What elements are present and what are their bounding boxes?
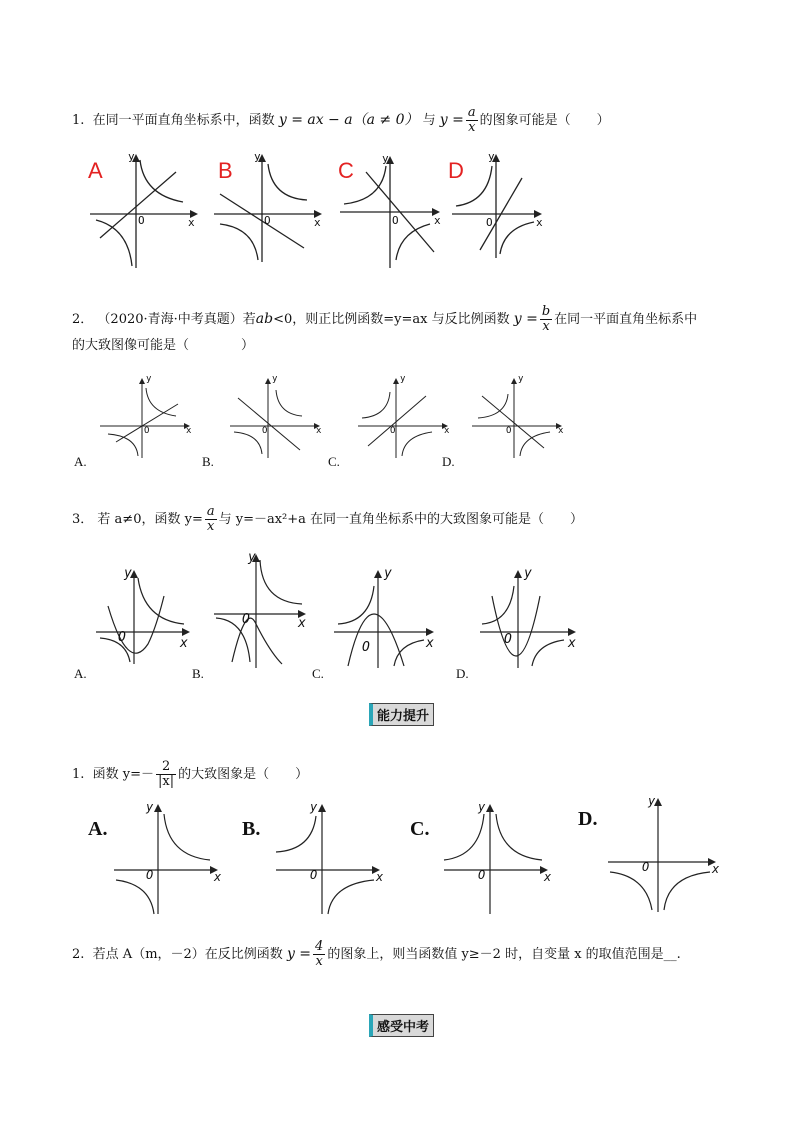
- q1-text-mid: 与: [422, 113, 436, 128]
- q2-option-b-label: B.: [202, 454, 214, 469]
- q3-text-before: 若 a≠0，函数 y=: [97, 512, 203, 527]
- q3-graph-b: [212, 552, 310, 670]
- q3-graph-d-svg: [478, 566, 582, 670]
- p1-option-c-label: C.: [410, 818, 430, 840]
- origin-label: O: [310, 868, 318, 882]
- q1-graph-a: [88, 150, 203, 270]
- q1-text-after: 的图象可能是（ ）: [479, 113, 610, 128]
- axis-x-label: x: [444, 426, 450, 436]
- q3-graph-c: [332, 566, 442, 670]
- q3-graph-c-svg: [332, 566, 442, 670]
- origin-label: O: [138, 214, 145, 227]
- q2-line2: 的大致图像可能是（ ）: [72, 338, 255, 353]
- axis-y-label: y: [400, 374, 406, 384]
- q1-text: [72, 106, 610, 135]
- q2-option-a-label: A.: [74, 454, 87, 469]
- p1-text-after: 的大致图象是（ ）: [178, 767, 309, 782]
- q3-text: [72, 505, 583, 534]
- q2-graph-a-svg: [98, 374, 194, 460]
- q2-option-c-label: C.: [328, 454, 340, 469]
- axis-x-label: x: [536, 216, 543, 229]
- p1-graph-d-svg: [606, 794, 722, 914]
- p1-graph-b-svg: [274, 800, 386, 916]
- q3-option-a-label: A.: [74, 666, 87, 681]
- axis-x-label: x: [186, 426, 192, 436]
- axis-y-label: y: [488, 150, 495, 163]
- axis-y-label: y: [146, 800, 154, 814]
- p1-text-before: 函数 y=－: [92, 767, 155, 782]
- axis-x-label: x: [544, 870, 552, 884]
- q1-func2: y =: [439, 112, 464, 128]
- p1-graph-a-svg: [112, 800, 224, 916]
- q2-graph-a: [98, 374, 194, 460]
- p1-option-b-label: B.: [242, 818, 261, 840]
- origin-label: O: [390, 426, 396, 436]
- p2-func: y =: [286, 946, 312, 962]
- p1-fraction: $\frac{2}{|x|}$: [158, 759, 175, 789]
- q3-fraction: $\frac{a}{x}$: [206, 504, 215, 534]
- q1-graph-b-svg: [212, 150, 327, 270]
- q3-option-c-label: C.: [312, 666, 324, 681]
- q1-text-before: 在同一平面直角坐标系中，函数: [92, 113, 275, 128]
- axis-x-label: x: [214, 870, 222, 884]
- axis-x-label: x: [376, 870, 384, 884]
- p1-text: [72, 760, 308, 789]
- q1-graph-b: [212, 150, 327, 270]
- q2-option-d-label: D.: [442, 454, 455, 469]
- q3-text-after: 与 y=－ax²+a 在同一直角坐标系中的大致图象可能是（ ）: [218, 512, 584, 527]
- origin-label: O: [362, 640, 370, 655]
- p1-graph-c-svg: [442, 800, 554, 916]
- axis-y-label: y: [272, 374, 278, 384]
- origin-label: O: [118, 630, 126, 645]
- q2-func: y =: [513, 311, 538, 327]
- p1-graph-c: [442, 800, 554, 916]
- q3-option-d-label: D.: [456, 666, 469, 681]
- p2-text-before: 若点 A（m，－2）在反比例函数: [92, 947, 283, 962]
- axis-x-label: x: [180, 636, 188, 651]
- q2-condition: ab: [255, 311, 274, 327]
- axis-y-label: y: [478, 800, 486, 814]
- origin-label: O: [144, 426, 150, 436]
- q2-condition-rest: <0，则正比例函数=y=ax 与反比例函数: [273, 312, 510, 327]
- axis-x-label: x: [434, 214, 441, 227]
- p1-option-d-label: D.: [578, 808, 598, 830]
- p1-graph-d: [606, 794, 722, 914]
- axis-x-label: x: [712, 862, 720, 876]
- axis-y-label: y: [254, 150, 261, 163]
- origin-label: O: [486, 216, 493, 229]
- q1-graph-a-svg: [88, 150, 203, 270]
- q3-graph-a-svg: [94, 566, 192, 666]
- p1-graph-b: [274, 800, 386, 916]
- axis-x-label: x: [314, 216, 321, 229]
- p2-fraction: $\frac{4}{x}$: [315, 939, 324, 969]
- axis-x-label: x: [568, 636, 576, 651]
- section-heading-ability: 能力提升: [369, 703, 434, 726]
- axis-y-label: y: [648, 794, 656, 808]
- p1-graph-a: [112, 800, 224, 916]
- p2-number: 2.: [72, 947, 85, 962]
- q3-option-b-label: B.: [192, 666, 204, 681]
- q2-number: 2．: [72, 312, 94, 327]
- axis-y-label: y: [382, 152, 389, 165]
- q2-graph-c-svg: [356, 374, 452, 460]
- q2-text-after: 在同一平面直角坐标系中: [554, 312, 698, 327]
- q2-fraction: $\frac{b}{x}$: [541, 304, 551, 334]
- origin-label: O: [242, 612, 250, 627]
- q3-number: 3．: [72, 512, 94, 527]
- q1-func1: y = ax − a（a ≠ 0）: [278, 112, 419, 128]
- q1-graph-c-svg: [338, 152, 448, 270]
- q2-graph-b-svg: [228, 374, 324, 460]
- q2-graph-b: [228, 374, 324, 460]
- axis-x-label: x: [188, 216, 195, 229]
- axis-x-label: x: [558, 426, 564, 436]
- origin-label: O: [504, 632, 512, 647]
- origin-label: O: [642, 860, 650, 874]
- section-heading-exam: 感受中考: [369, 1014, 434, 1037]
- axis-y-label: y: [524, 566, 532, 581]
- origin-label: O: [262, 426, 268, 436]
- p1-number: 1.: [72, 767, 85, 782]
- q1-graph-d: [450, 150, 550, 260]
- q2-graph-c: [356, 374, 452, 460]
- axis-y-label: y: [384, 566, 392, 581]
- q1-graph-c: [338, 152, 448, 270]
- origin-label: O: [478, 868, 486, 882]
- q2-text-before: （2020·青海·中考真题）若: [97, 312, 256, 327]
- q1-option-b-label: B: [218, 158, 233, 183]
- axis-y-label: y: [518, 374, 524, 384]
- q3-graph-d: [478, 566, 582, 670]
- axis-y-label: y: [146, 374, 152, 384]
- axis-y-label: y: [248, 550, 256, 565]
- q1-fraction: $\frac{a}{x}$: [467, 105, 476, 135]
- axis-y-label: y: [128, 150, 135, 163]
- origin-label: O: [146, 868, 154, 882]
- origin-label: O: [392, 214, 399, 227]
- p1-option-a-label: A.: [88, 818, 108, 840]
- origin-label: O: [506, 426, 512, 436]
- axis-x-label: x: [316, 426, 322, 436]
- q1-number: 1.: [72, 113, 85, 128]
- q3-graph-b-svg: [212, 552, 310, 670]
- axis-x-label: x: [426, 636, 434, 651]
- q3-graph-a: [94, 566, 192, 666]
- q2-graph-d: [470, 374, 566, 460]
- q2-text: [72, 305, 697, 334]
- axis-x-label: x: [298, 616, 306, 631]
- q2-graph-d-svg: [470, 374, 566, 460]
- q1-option-d-label: D: [448, 158, 464, 183]
- q1-option-a-label: A: [88, 158, 103, 183]
- q1-option-c-label: C: [338, 158, 354, 183]
- axis-y-label: y: [310, 800, 318, 814]
- p2-text: [72, 940, 681, 969]
- axis-y-label: y: [124, 566, 132, 581]
- p2-text-after: 的图象上，则当函数值 y≥－2 时，自变量 x 的取值范围是__.: [327, 947, 681, 962]
- origin-label: O: [264, 214, 271, 227]
- q1-graph-d-svg: [450, 150, 550, 260]
